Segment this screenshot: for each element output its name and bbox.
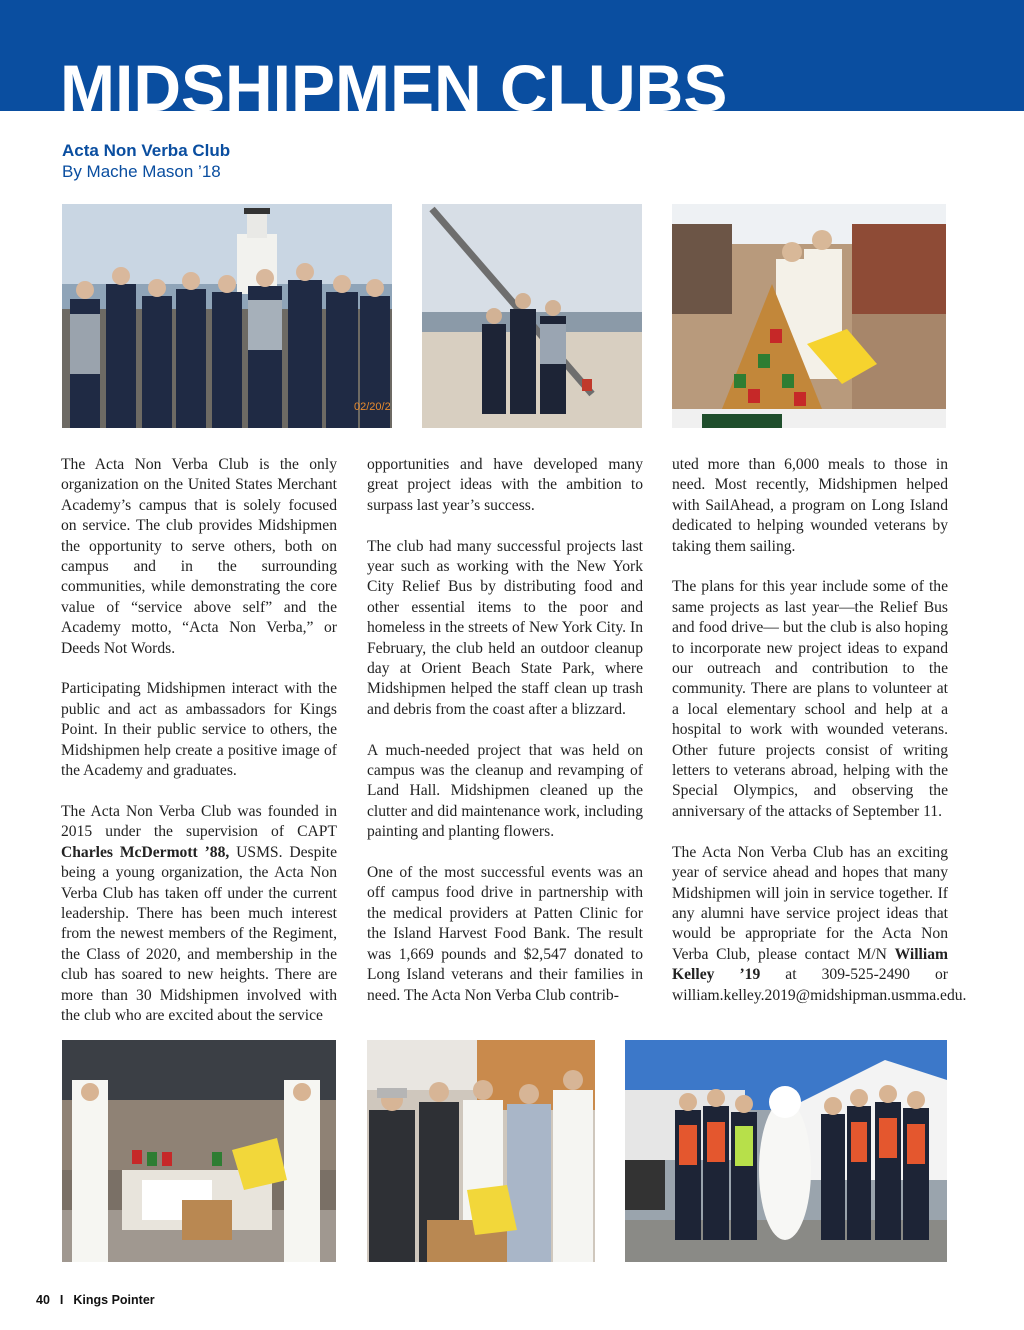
paragraph: A much-needed project that was held on campus was the cleanup and revamping of Land Hall. Midshipmen cleaned up the clutter and did maintenance work, including painting and planting flowers.	[367, 741, 643, 841]
article-column-2	[367, 455, 643, 1006]
paragraph	[61, 802, 337, 1026]
paragraph: One of the most successful events was an off campus food drive in partnership with the medical providers at Patten Clinic for the Island Harvest Food Bank. The result was 1,669 pounds and $2,547 donated to Long Island veterans and their families in need. The Acta Non Verba Club contrib-	[367, 864, 643, 1004]
paragraph: Participating Midshipmen interact with the public and act as ambassadors for Kings Point. In their public service to others, the Midshipmen help create a positive image of the Academy and graduates.	[61, 680, 337, 780]
photo-island-harvest-table	[62, 1040, 336, 1262]
publication-name: Kings Pointer	[73, 1293, 155, 1307]
page-title: MIDSHIPMEN CLUBS	[60, 51, 728, 111]
bold-name: William Kelley ’19	[672, 945, 948, 984]
title-banner	[0, 0, 1024, 111]
club-name: Acta Non Verba Club	[62, 141, 231, 160]
paragraph: The club had many successful projects last year such as working with the New York City Relief Bus by distributing food and other essential items to the poor and homeless in the streets of New York City. In February, the club held an outdoor cleanup day at Orient Beach State Park, where Midshipmen helped the staff clean up trash and debris from the coast after a blizzard.	[367, 537, 643, 718]
photo-group-donations	[367, 1040, 595, 1262]
paragraph-text: The Acta Non Verba Club was founded in 2015 under the supervision of CAPT	[61, 802, 337, 841]
article-kicker	[62, 140, 230, 182]
paragraph	[672, 843, 967, 1006]
paragraph: uted more than 6,000 meals to those in need. Most recently, Midshipmen helped with SailAhead, a program on Long Island dedicated to helping wounded veterans by taking them sailing.	[672, 456, 948, 555]
photo-food-drive-pyramid	[672, 204, 946, 428]
footer-separator: I	[59, 1293, 64, 1307]
photo-date-stamp: 02/20/2	[354, 401, 391, 413]
photo-beach-cleanup	[422, 204, 642, 428]
photo-group-lighthouse	[62, 204, 392, 428]
paragraph-text: at 309-525-2490 or william.kelley.2019@midshipman.usmma.edu.	[672, 966, 967, 1004]
paragraph: The plans for this year include some of the same projects as last year—the Relief Bus and food drive— but the club is also hoping to incorporate new project ideas to expand our outreach and contribution to the community. There are plans to volunteer at a local elementary school and help at a hospital to work with wounded veterans. Other future projects consist of writing letters to veterans abroad, helping with the Special Olympics, and observing the anniversary of the attacks of September 11.	[672, 578, 948, 820]
photo-outdoor-mascot-event	[625, 1040, 947, 1262]
page-number: 40	[36, 1293, 50, 1307]
article-column-3	[672, 455, 967, 1006]
page-footer	[36, 1293, 155, 1307]
paragraph: The Acta Non Verba Club is the only organization on the United States Merchant Academy’s campus that is solely focused on service. The club provides Midshipmen the opportunity to serve others, both on campus and in the surrounding communities, while demonstrating the core value of “service above self” and the Academy motto, “Acta Non Verba,” or Deeds Not Words.	[61, 456, 337, 657]
byline: By Mache Mason ’18	[62, 162, 221, 181]
paragraph-text: USMS. Despite being a young organization, the Acta Non Verba Club has taken off under the current leadership. There has been much interest from the newest members of the Regiment, the Class of 2020, and membership in the club has soared to new heights. There are more than 30 Midshipmen involved with the club who are excited about the service	[61, 843, 337, 1024]
paragraph: opportunities and have developed many great project ideas with the ambition to surpass last year’s success.	[367, 456, 643, 514]
paragraph-text: The Acta Non Verba Club has an exciting year of service ahead and hopes that many Midshipmen will join in service together. If any alumni have service project ideas that would be appropriate for the Acta Non Verba Club, please contact M/N	[672, 843, 948, 963]
bold-name: Charles McDermott ’88,	[61, 843, 230, 861]
article-column-1	[61, 455, 337, 1026]
